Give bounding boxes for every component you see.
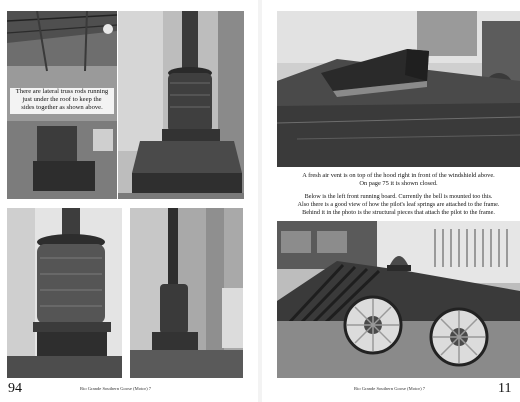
caption-air-vent bbox=[277, 172, 520, 188]
left-page bbox=[0, 0, 258, 402]
caption-running-board-line: Behind it in the photo is the structural pieces that attach the pilot to the frame. bbox=[302, 209, 495, 216]
right-page bbox=[262, 0, 520, 402]
photo-stove-closeup bbox=[7, 208, 122, 378]
photo-stove-base bbox=[118, 11, 244, 199]
photo-air-vent bbox=[277, 11, 520, 167]
caption-truss-rods-line: just under the roof to keep the bbox=[22, 96, 102, 103]
caption-truss-rods bbox=[10, 88, 114, 114]
running-footer-left: Rio Grande Southern Goose (Motor) 7 bbox=[80, 386, 152, 391]
page-number-right: 11 bbox=[498, 381, 512, 396]
running-footer-right: Rio Grande Southern Goose (Motor) 7 bbox=[354, 386, 426, 391]
caption-truss-rods-line: sides together as shown above. bbox=[21, 104, 103, 111]
caption-running-board-line: Below is the left front running board. Currently the bell is mounted too this. bbox=[304, 193, 493, 200]
caption-air-vent-line: On page 75 it is shown closed. bbox=[359, 180, 438, 187]
photo-stove-pipe bbox=[130, 208, 243, 378]
caption-truss-rods-line: There are lateral truss rods running bbox=[15, 88, 109, 95]
photo-running-board bbox=[277, 221, 520, 378]
page-number-left: 94 bbox=[8, 381, 22, 396]
caption-running-board bbox=[277, 193, 520, 217]
caption-air-vent-line: A fresh air vent is on top of the hood right in front of the windshield above. bbox=[302, 172, 495, 179]
caption-running-board-line: Also there is a good view of how the pilot's leaf springs are attached to the frame. bbox=[297, 201, 500, 208]
